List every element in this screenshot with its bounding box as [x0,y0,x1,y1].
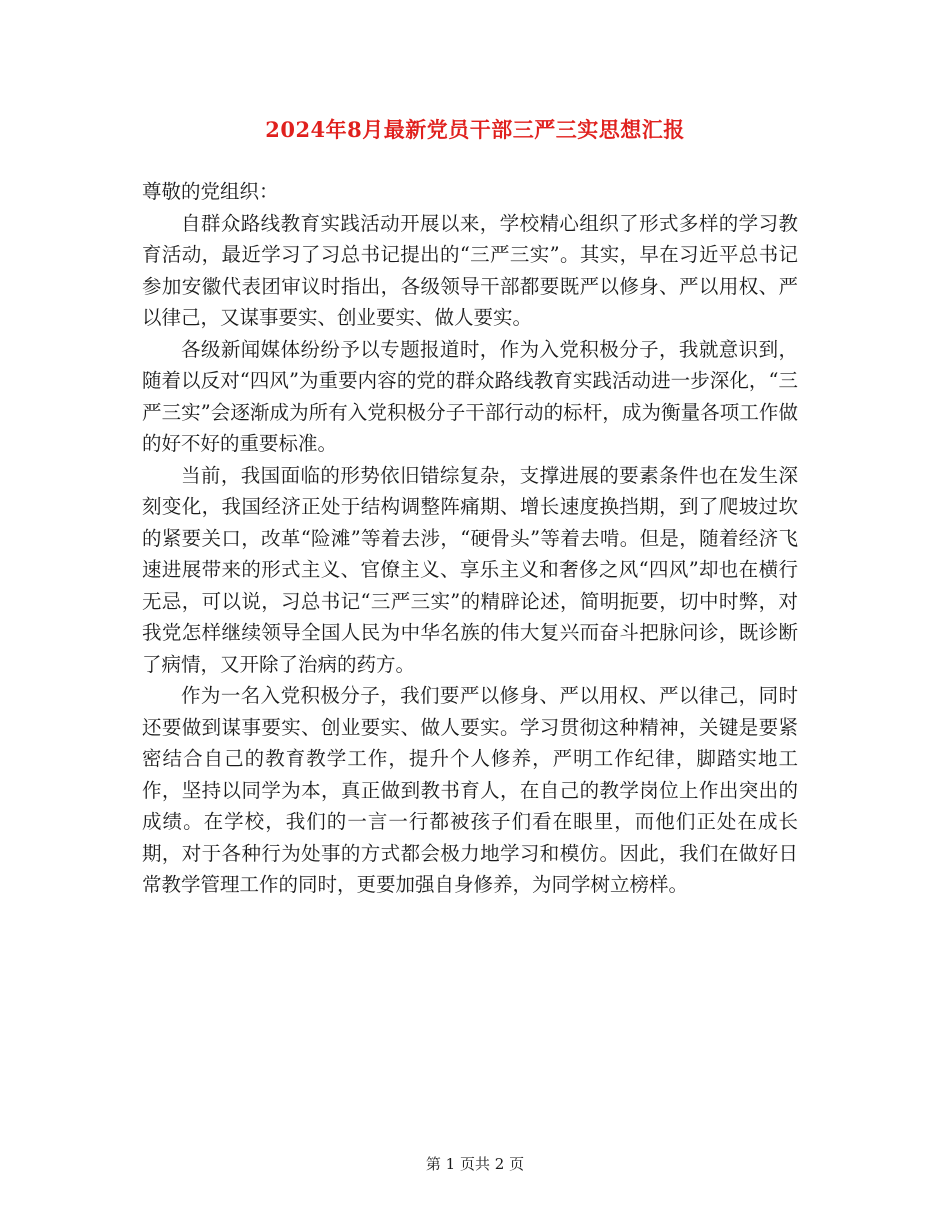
document-body [142,176,798,901]
page-number-footer: 第 1 页共 2 页 [425,1155,525,1173]
paragraph-1: 自群众路线教育实践活动开展以来，学校精心组织了形式多样的学习教育活动，最近学习了习总书记提出的“三严三实”。其实，早在习近平总书记参加安徽代表团审议时指出，各级领导干部都要既严以修身、严以用权、严以律己，又谋事要实、创业要实、做人要实。 [142,211,798,329]
document-title: 2024年8月最新党员干部三严三实思想汇报 [265,117,685,142]
paragraph-3: 当前，我国面临的形势依旧错综复杂，支撑进展的要素条件也在发生深刻变化，我国经济正处于结构调整阵痛期、增长速度换挡期，到了爬坡过坎的紧要关口，改革“险滩”等着去涉，“硬骨头”等着去啃。但是，随着经济飞速进展带来的形式主义、官僚主义、享乐主义和奢侈之风“四风”却也在横行无忌，可以说，习总书记“三严三实”的精辟论述，简明扼要，切中时弊，对我党怎样继续领导全国人民为中华名族的伟大复兴而奋斗把脉问诊，既诊断了病情，又开除了治病的药方。 [142,463,798,676]
salutation: 尊敬的党组织： [142,180,279,203]
paragraph-2: 各级新闻媒体纷纷予以专题报道时，作为入党积极分子，我就意识到，随着以反对“四风”为重要内容的党的群众路线教育实践活动进一步深化，“三严三实”会逐渐成为所有入党积极分子干部行动的标杆，成为衡量各项工作做的好不好的重要标准。 [142,337,798,455]
paragraph-4: 作为一名入党积极分子，我们要严以修身、严以用权、严以律己，同时还要做到谋事要实、创业要实、做人要实。学习贯彻这种精神，关键是要紧密结合自己的教育教学工作，提升个人修养，严明工作纪律，脚踏实地工作，坚持以同学为本，真正做到教书育人，在自己的教学岗位上作出突出的成绩。在学校，我们的一言一行都被孩子们看在眼里，而他们正处在成长期，对于各种行为处事的方式都会极力地学习和模仿。因此，我们在做好日常教学管理工作的同时，更要加强自身修养，为同学树立榜样。 [142,684,798,896]
